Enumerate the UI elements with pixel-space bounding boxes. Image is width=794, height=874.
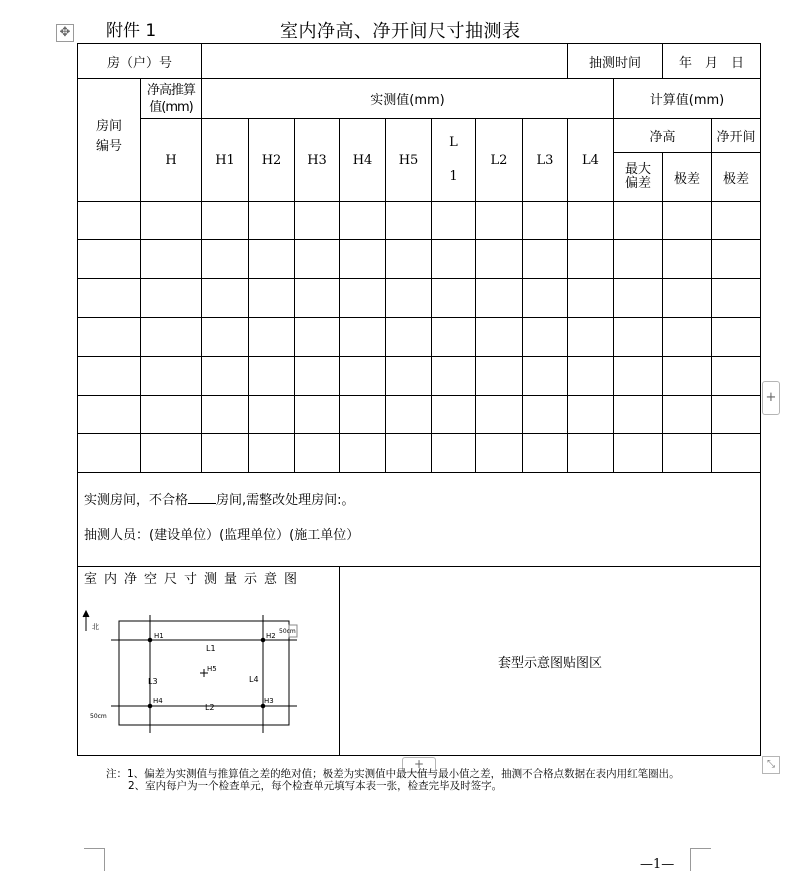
table-cell[interactable] [476,357,523,396]
page-corner-mark [690,848,711,871]
table-cell[interactable] [295,396,340,434]
page-corner-mark [84,848,105,871]
range-label-bay: 极差 [712,153,761,202]
table-cell[interactable] [340,434,386,473]
table-cell[interactable] [141,396,202,434]
table-cell[interactable] [386,396,432,434]
col-header-h2: H2 [249,119,295,202]
col-header-h5: H5 [386,119,432,202]
table-cell[interactable] [476,202,523,240]
col-header-l1: L 1 [432,119,476,202]
table-cell[interactable] [249,318,295,357]
table-cell[interactable] [523,240,568,279]
table-cell[interactable] [663,396,712,434]
measurement-table [77,43,761,756]
table-cell[interactable] [523,396,568,434]
table-cell[interactable] [568,357,614,396]
table-cell[interactable] [432,357,476,396]
house-no-input[interactable] [202,44,568,79]
table-cell[interactable] [432,279,476,318]
col-header-l3: L3 [523,119,568,202]
fail-count-blank[interactable] [188,493,216,504]
table-cell[interactable] [663,202,712,240]
label-h1: H1 [154,632,164,640]
table-cell[interactable] [78,318,141,357]
table-cell[interactable] [141,434,202,473]
table-cell[interactable] [523,318,568,357]
table-cell[interactable] [295,434,340,473]
inspectors-line: 抽测人员：(建设单位）(监理单位）(施工单位） [84,528,360,543]
table-cell[interactable] [249,202,295,240]
table-cell[interactable] [386,240,432,279]
summary-line [84,489,760,508]
table-cell[interactable] [663,279,712,318]
table-cell[interactable] [568,434,614,473]
table-cell[interactable] [614,357,663,396]
table-cell[interactable] [476,279,523,318]
page-number: —1— [640,857,675,872]
table-row [78,434,761,473]
calc-value-label: 净高推算 值(mm) [141,79,202,119]
offset-label-right: 50cm [279,628,296,635]
col-header-h4: H4 [340,119,386,202]
table-cell[interactable] [712,202,761,240]
table-cell[interactable] [712,396,761,434]
floor-plan-diagram [78,587,328,747]
table-cell[interactable] [202,396,249,434]
table-cell[interactable] [340,279,386,318]
table-cell[interactable] [432,202,476,240]
table-cell[interactable] [249,357,295,396]
table-cell[interactable] [712,279,761,318]
net-bay-label: 净开间 [712,119,761,153]
table-cell[interactable] [295,240,340,279]
north-label: 北 [92,623,99,631]
table-cell[interactable] [295,318,340,357]
table-cell[interactable] [340,318,386,357]
table-cell[interactable] [476,434,523,473]
floor-plan-paste-area[interactable]: 套型示意图贴图区 [340,567,761,756]
table-row [78,318,761,357]
label-l1: L1 [206,644,216,653]
label-h5: H5 [207,665,217,673]
time-label: 抽测时间 [568,44,663,79]
table-cell[interactable] [340,396,386,434]
note-2: 2、室内每户为一个检查单元，每个检查单元填写本表一张，检查完毕及时签字。 [128,780,503,792]
table-cell[interactable] [614,240,663,279]
table-cell[interactable] [614,202,663,240]
table-cell[interactable] [568,396,614,434]
table-cell[interactable] [712,318,761,357]
table-row [78,396,761,434]
table-row [78,240,761,279]
table-cell[interactable] [663,240,712,279]
label-h3: H3 [264,697,274,705]
summary-prefix: 实测房间，不合格 [84,493,189,508]
table-cell[interactable] [202,202,249,240]
house-no-label: 房（户）号 [78,44,202,79]
table-cell[interactable] [386,434,432,473]
table-cell[interactable] [202,318,249,357]
table-cell[interactable] [202,434,249,473]
note-1: 注：1、偏差为实测值与推算值之差的绝对值；极差为实测值中最大值与最小值之差，抽测不合格点数据在表内用红笔圈出。 [106,768,680,780]
table-cell[interactable] [614,396,663,434]
table-row [78,202,761,240]
table-cell[interactable] [712,434,761,473]
table-cell[interactable] [523,434,568,473]
summary-cell[interactable] [78,473,761,567]
table-cell[interactable] [386,357,432,396]
table-cell[interactable] [663,318,712,357]
table-cell[interactable] [141,202,202,240]
col-header-l2: L2 [476,119,523,202]
table-resize-handle[interactable]: ⤡ [762,756,780,774]
room-number-label: 房间 编号 [78,79,141,202]
table-cell[interactable] [712,357,761,396]
col-header-h3: H3 [295,119,340,202]
table-cell[interactable] [523,202,568,240]
col-header-l4: L4 [568,119,614,202]
table-cell[interactable] [432,434,476,473]
max-deviation-label: 最大 偏差 [614,153,663,202]
table-cell[interactable] [340,202,386,240]
table-cell[interactable] [295,202,340,240]
table-cell[interactable] [523,279,568,318]
table-cell[interactable] [141,357,202,396]
table-cell[interactable] [663,357,712,396]
table-cell[interactable] [295,279,340,318]
table-cell[interactable] [202,279,249,318]
table-cell[interactable] [295,357,340,396]
table-cell[interactable] [476,318,523,357]
table-cell[interactable] [78,240,141,279]
table-cell[interactable] [614,318,663,357]
attachment-label: 附件 1 [106,21,157,41]
table-cell[interactable] [78,434,141,473]
measured-value-label: 实测值(mm) [202,79,614,119]
table-cell[interactable] [663,434,712,473]
computed-value-label: 计算值(mm) [614,79,761,119]
table-cell[interactable] [78,202,141,240]
diagram-caption: 室内净空尺寸测量示意图 [84,572,305,587]
table-cell[interactable] [432,318,476,357]
page-title: 室内净高、净开间尺寸抽测表 [280,21,521,42]
table-cell[interactable] [202,240,249,279]
table-cell[interactable] [249,434,295,473]
label-l3: L3 [148,677,158,686]
date-field[interactable]: 年 月 日 [663,44,761,79]
table-cell[interactable] [386,202,432,240]
col-header-h: H [141,119,202,202]
table-row [78,357,761,396]
label-l4: L4 [249,675,259,684]
table-cell[interactable] [141,240,202,279]
label-l2: L2 [205,703,215,712]
table-cell[interactable] [476,396,523,434]
table-cell[interactable] [249,279,295,318]
table-row [78,279,761,318]
offset-label-left: 50cm [90,713,107,720]
table-cell[interactable] [432,240,476,279]
net-height-label: 净高 [614,119,712,153]
table-cell[interactable] [568,240,614,279]
table-cell[interactable] [568,202,614,240]
table-cell[interactable] [386,318,432,357]
table-cell[interactable] [568,318,614,357]
table-cell[interactable] [386,279,432,318]
table-cell[interactable] [432,396,476,434]
notes [106,768,706,792]
summary-suffix: 房间,需整改处理房间:。 [216,493,355,508]
range-label-height: 极差 [663,153,712,202]
table-cell[interactable] [141,318,202,357]
diagram-cell [78,567,340,756]
table-cell[interactable] [141,279,202,318]
add-column-button[interactable]: + [762,381,780,415]
table-cell[interactable] [78,279,141,318]
table-cell[interactable] [476,240,523,279]
label-h2: H2 [266,632,276,640]
table-cell[interactable] [712,240,761,279]
add-row-button[interactable]: + [402,757,436,773]
table-cell[interactable] [568,279,614,318]
col-header-h1: H1 [202,119,249,202]
table-move-handle[interactable]: ✥ [56,24,74,42]
label-h4: H4 [153,697,163,705]
table-cell[interactable] [78,357,141,396]
table-cell[interactable] [614,434,663,473]
table-cell[interactable] [249,396,295,434]
table-cell[interactable] [340,240,386,279]
table-cell[interactable] [78,396,141,434]
table-cell[interactable] [202,357,249,396]
table-cell[interactable] [523,357,568,396]
table-cell[interactable] [614,279,663,318]
table-cell[interactable] [340,357,386,396]
table-cell[interactable] [249,240,295,279]
